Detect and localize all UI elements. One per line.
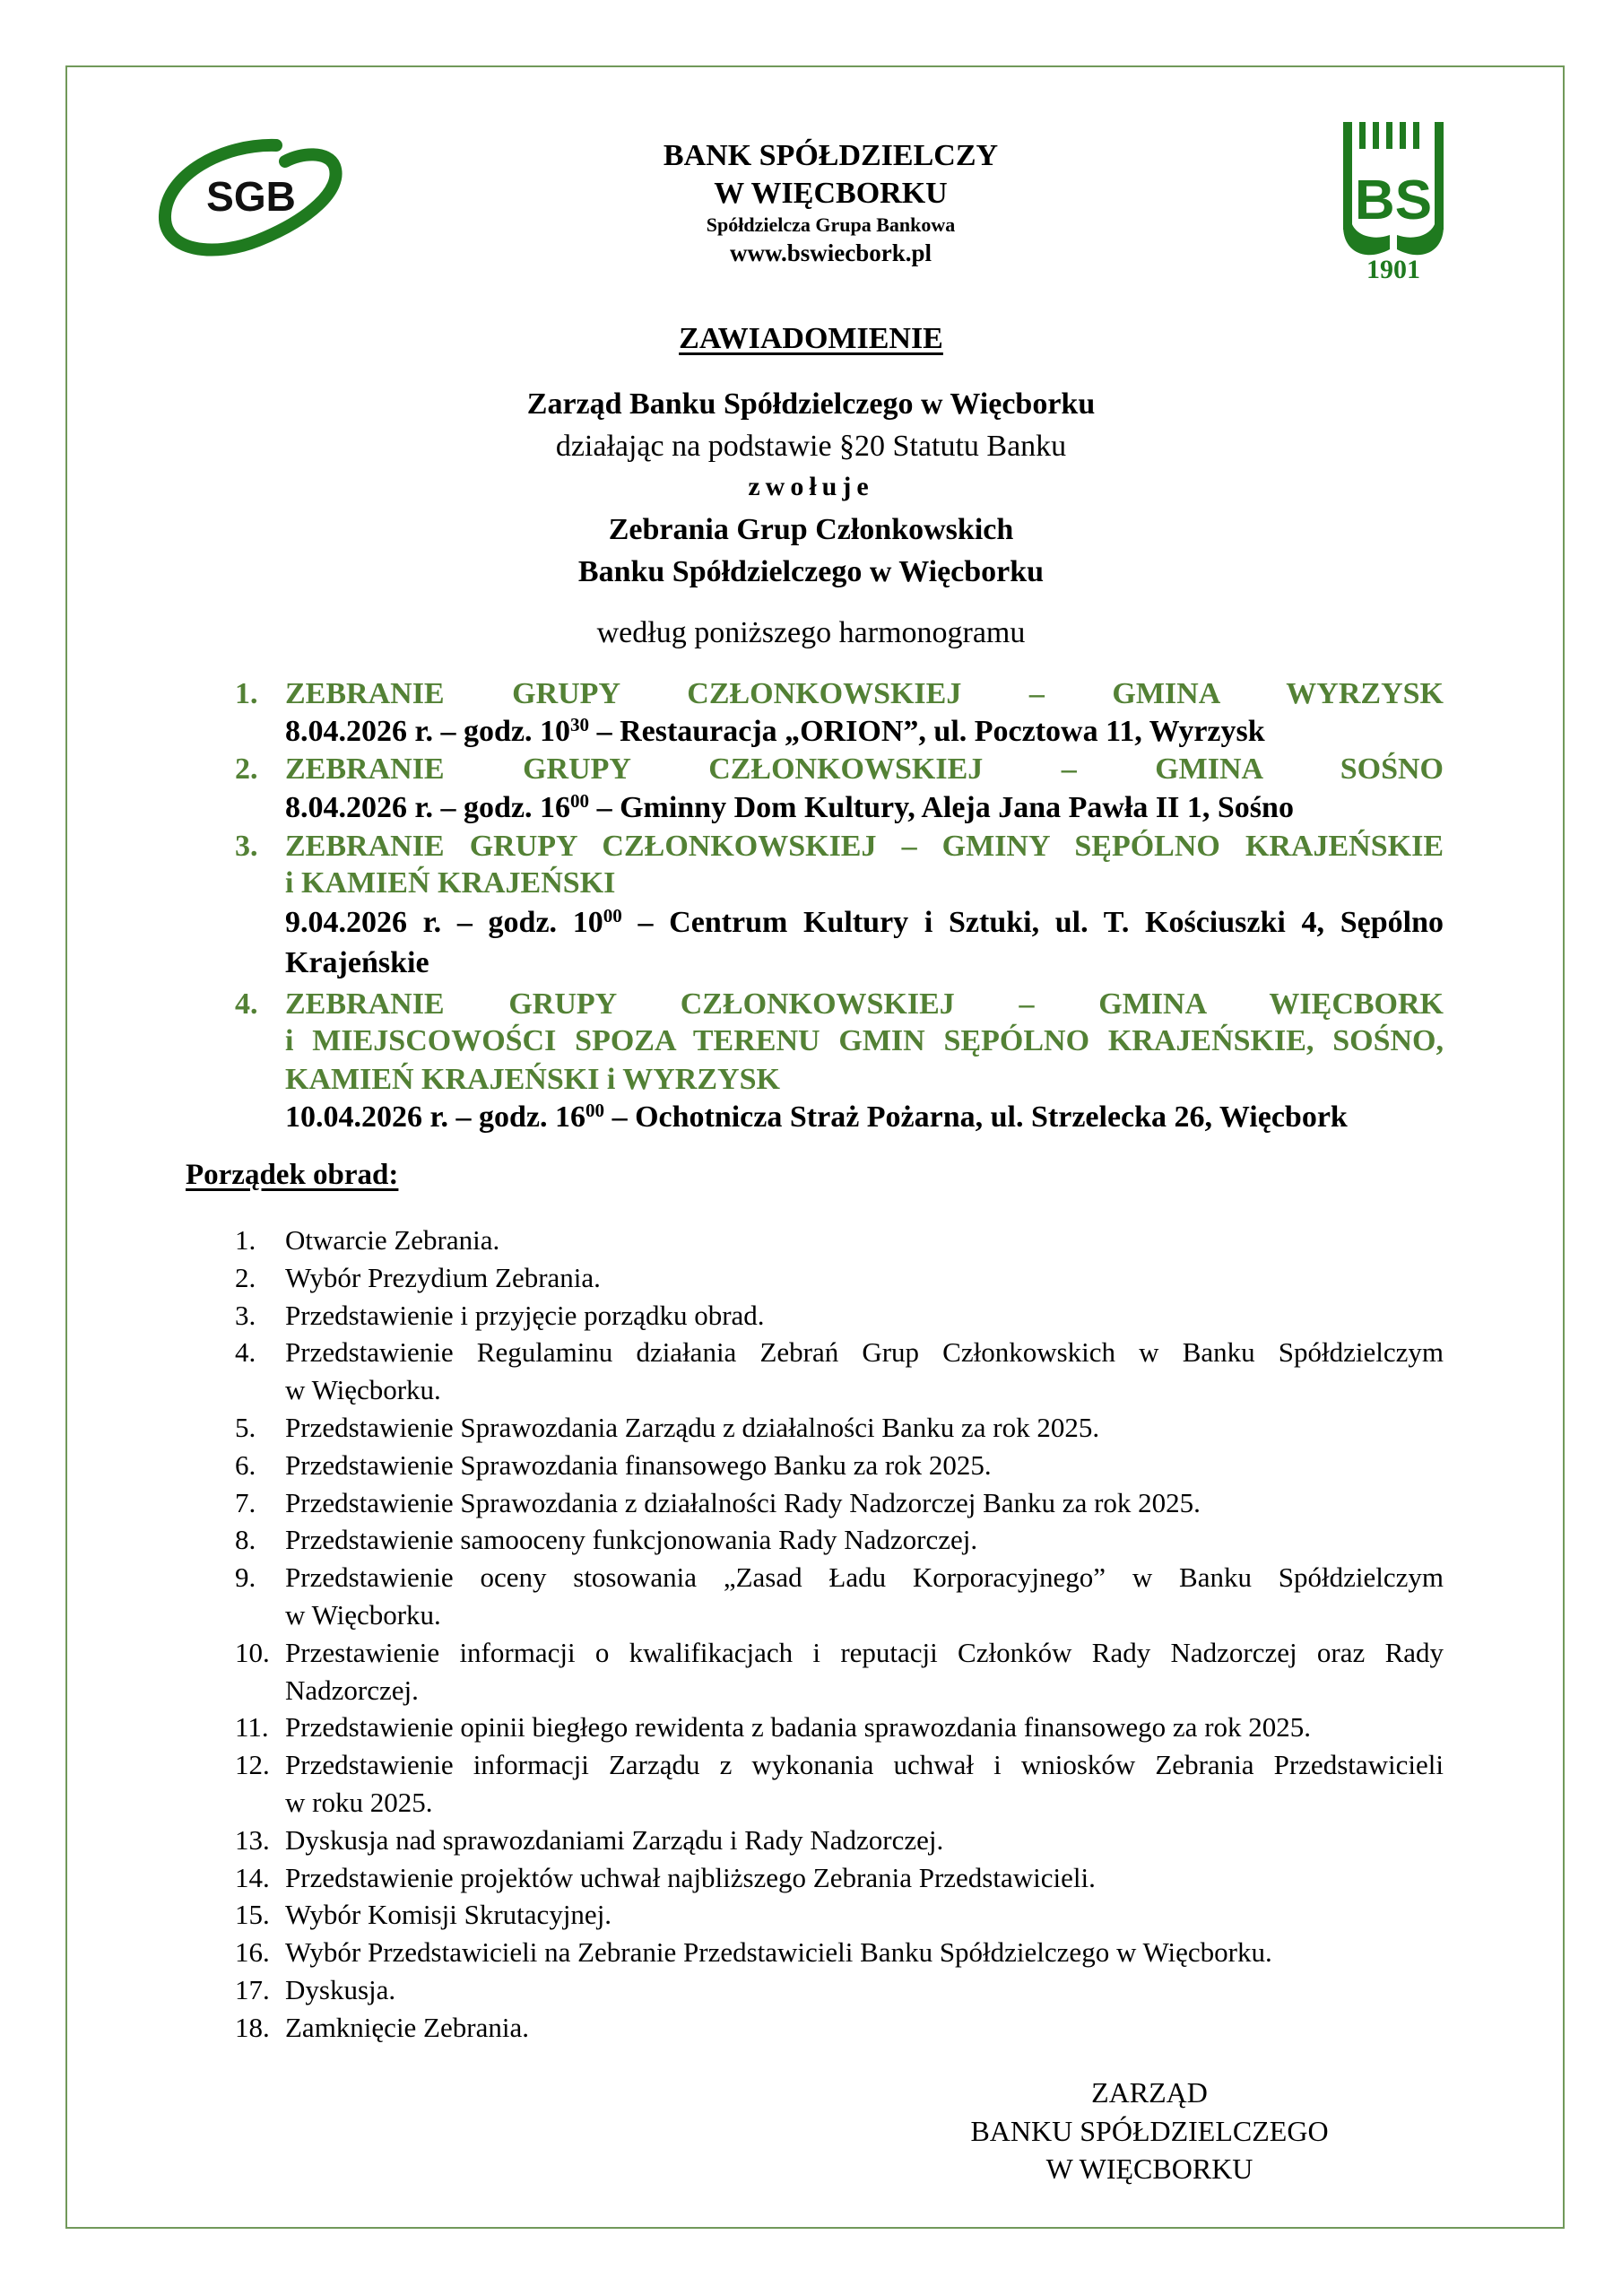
meeting-number: 2. [235,752,258,786]
agenda-item-number: 7. [235,1486,256,1518]
agenda-item-text: Dyskusja nad sprawozdaniami Zarządu i Rady Nadzorczej. [285,1823,944,1856]
signature-line3: W WIĘCBORKU [1045,2152,1253,2185]
agenda-item-number: 8. [235,1524,256,1556]
meeting-date: 8.04.2026 r. [285,715,433,748]
bs-logo-year: 1901 [1366,255,1420,282]
bs-logo-letters: BS [1354,170,1433,231]
agenda-item-text: Przedstawienie informacji Zarządu z wykonania uchwał i wniosków Zebrania Przedstawicieli [285,1749,1444,1781]
intro-board: Zarząd Banku Spółdzielczego w Więcborku [526,387,1096,421]
meeting-details [285,905,1444,939]
meeting-title: ZEBRANIE GRUPY CZŁONKOWSKIEJ – GMINY SĘPÓLNO KRAJEŃSKIE [285,830,1444,863]
intro-meetings: Zebrania Grup Członkowskich [608,513,1014,546]
agenda-item-number: 3. [235,1299,256,1331]
agenda-item-number: 9. [235,1561,256,1594]
agenda-item-text: Przedstawienie samooceny funkcjonowania Rady Nadzorczej. [285,1524,978,1556]
sgb-logo-text: SGB [206,173,296,220]
meeting-date: 10.04.2026 r. [285,1100,448,1134]
signature-line2: BANKU SPÓŁDZIELCZEGO [970,2115,1329,2147]
meeting-details [285,790,1444,824]
group-name: Spółdzielcza Grupa Bankowa [706,213,956,236]
agenda-item-number: 16. [235,1936,270,1969]
agenda-item-text: Przedstawienie i przyjęcie porządku obrad. [285,1299,765,1331]
agenda-item-text: Wybór Prezydium Zebrania. [285,1261,601,1293]
bank-name-line1: BANK SPÓŁDZIELCZY [663,139,999,172]
agenda-item-text: Przedstawienie projektów uchwał najbliższego Zebrania Przedstawicieli. [285,1861,1096,1893]
agenda-item-text-cont: w roku 2025. [285,1787,433,1818]
website-link[interactable]: www.bswiecbork.pl [729,239,932,266]
meeting-place-cont: Krajeńskie [285,946,429,979]
meeting-place: – Ochotnicza Straż Pożarna, ul. Strzelecka 26, Więcbork [612,1100,1348,1134]
agenda-item-text: Przedstawienie opinii biegłego rewidenta z badania sprawozdania finansowego za rok 2025. [285,1711,1312,1744]
meeting-time: – godz. 10 [440,715,570,748]
intro-statute: działając na podstawie §20 Statutu Banku [555,430,1067,463]
agenda-item-number: 5. [235,1412,256,1443]
agenda-item-number: 17. [235,1974,270,2005]
agenda-item-text: Przedstawienie Sprawozdania finansowego Banku za rok 2025. [285,1448,992,1481]
meeting-place: – Gminny Dom Kultury, Aleja Jana Pawła II 1, Sośno [596,791,1294,824]
agenda-item-number: 4. [235,1336,256,1369]
agenda-heading: Porządek obrad: [186,1159,399,1191]
document-title: ZAWIADOMIENIE [679,322,943,355]
meeting-title-cont: KAMIEŃ KRAJEŃSKI i WYRZYSK [285,1063,780,1096]
meeting-place: – Restauracja „ORION”, ul. Pocztowa 11, Wyrzysk [596,715,1265,748]
agenda-item-text: Wybór Przedstawicieli na Zebranie Przedstawicieli Banku Spółdzielczego w Więcborku. [285,1936,1272,1969]
agenda-item-number: 15. [235,1899,270,1931]
agenda-item-text-cont: w Więcborku. [285,1599,441,1631]
meeting-title-cont: i MIEJSCOWOŚCI SPOZA TERENU GMIN SĘPÓLNO KRAJEŃSKIE, SOŚNO, [285,1024,1444,1057]
agenda-item-text-cont: Nadzorczej. [285,1674,419,1706]
agenda-item-text: Wybór Komisji Skrutacyjnej. [285,1899,612,1931]
agenda-item-number: 18. [235,2011,270,2043]
intro-convenes: zwołuje [748,472,874,501]
bank-name-line2: W WIĘCBORKU [714,177,948,210]
agenda-item-text: Dyskusja. [285,1974,396,2005]
agenda-item-text-cont: w Więcborku. [285,1374,441,1406]
agenda-item-number: 14. [235,1861,270,1893]
agenda-item-text: Otwarcie Zebrania. [285,1224,500,1256]
agenda-item-number: 11. [235,1711,269,1744]
meeting-date: 8.04.2026 r. [285,791,433,824]
agenda-item-text: Przedstawienie Regulaminu działania Zebrań Grup Członkowskich w Banku Spółdzielczym [285,1336,1444,1369]
agenda-item-text: Przestawienie informacji o kwalifikacjach i reputacji Członków Rady Nadzorczej oraz Rady [285,1636,1444,1668]
meeting-title: ZEBRANIE GRUPY CZŁONKOWSKIEJ – GMINA WYRZYSK [285,677,1444,710]
meeting-title: ZEBRANIE GRUPY CZŁONKOWSKIEJ – GMINA SOŚNO [285,752,1444,786]
agenda-item-number: 10. [235,1636,270,1668]
agenda-item-number: 2. [235,1261,256,1293]
meeting-time: – godz. 16 [440,791,570,824]
meeting-time-minutes: 30 [569,714,590,736]
meeting-time-minutes: 00 [569,790,590,813]
meeting-date: 9.04.2026 r. [285,906,442,939]
agenda-item-text: Przedstawienie Sprawozdania z działalności Rady Nadzorczej Banku za rok 2025. [285,1486,1201,1518]
meeting-number: 1. [235,677,258,710]
agenda-item-number: 6. [235,1448,256,1481]
agenda-item-text: Przedstawienie oceny stosowania „Zasad Ładu Korporacyjnego” w Banku Spółdzielczym [285,1561,1444,1594]
meeting-title: ZEBRANIE GRUPY CZŁONKOWSKIEJ – GMINA WIĘCBORK [285,987,1444,1021]
intro-schedule: według poniższego harmonogramu [596,616,1026,649]
agenda-item-number: 12. [235,1749,270,1781]
meeting-time-minutes: 00 [603,905,622,927]
meeting-title-cont: i KAMIEŃ KRAJEŃSKI [285,866,616,900]
agenda-item-text: Przedstawienie Sprawozdania Zarządu z działalności Banku za rok 2025. [285,1412,1100,1443]
intro-bank: Banku Spółdzielczego w Więcborku [577,555,1045,588]
meeting-number: 3. [235,830,258,863]
agenda-item-number: 1. [235,1224,256,1256]
meeting-details [285,714,1444,748]
agenda-item-number: 13. [235,1823,270,1856]
meeting-time-minutes: 00 [585,1100,605,1122]
meeting-time: – godz. 10 [456,906,603,939]
agenda-item-text: Zamknięcie Zebrania. [285,2011,529,2043]
meeting-details [285,1102,1444,1133]
meeting-place: – Centrum Kultury i Sztuki, ul. T. Kościuszki 4, Sępólno [638,906,1444,939]
meeting-number: 4. [235,987,258,1021]
meeting-time: – godz. 16 [455,1100,585,1134]
signature-line1: ZARZĄD [1091,2076,1208,2109]
